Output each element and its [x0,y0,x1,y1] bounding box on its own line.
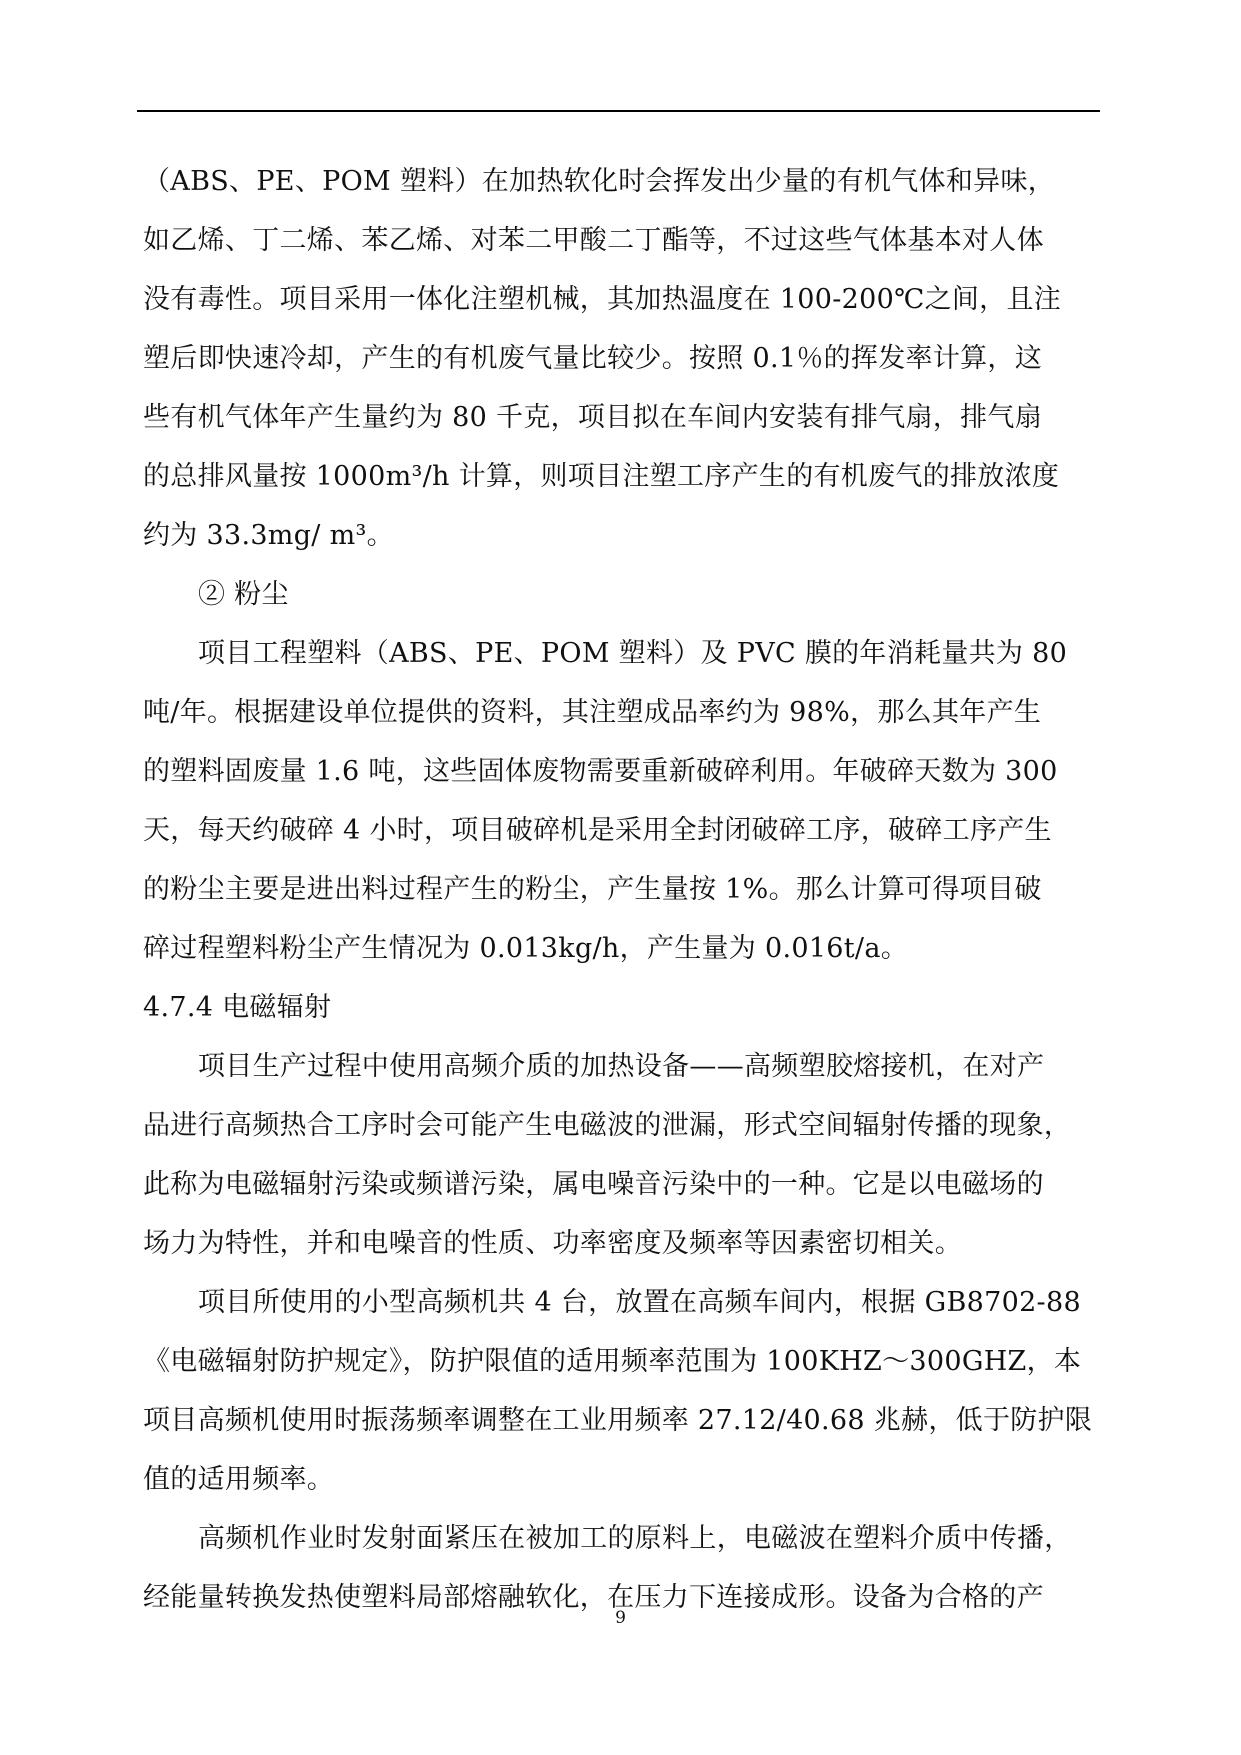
text-line: 吨/年。根据建设单位提供的资料，其注塑成品率约为 98%，那么其年产生 [143,697,1042,728]
text-line: 天，每天约破碎 4 小时，项目破碎机是采用全封闭破碎工序，破碎工序产生 [143,815,1052,846]
section-heading: 4.7.4 电磁辐射 [143,992,332,1023]
text-line: 此称为电磁辐射污染或频谱污染，属电噪音污染中的一种。它是以电磁场的 [143,1169,1044,1200]
text-line: 些有机气体年产生量约为 80 千克，项目拟在车间内安装有排气扇，排气扇 [143,402,1043,433]
paragraph-first-line: 高频机作业时发射面紧压在被加工的原料上，电磁波在塑料介质中传播， [198,1523,1072,1554]
text-line: 场力为特性，并和电噪音的性质、功率密度及频率等因素密切相关。 [143,1228,962,1259]
paragraph-first-line: 项目所使用的小型高频机共 4 台，放置在高频车间内，根据 GB8702-88 [198,1287,1081,1318]
list-item-heading: ② 粉尘 [198,579,289,610]
paragraph-first-line: 项目生产过程中使用高频介质的加热设备——高频塑胶熔接机，在对产 [198,1051,1045,1082]
text-line: 品进行高频热合工序时会可能产生电磁波的泄漏，形式空间辐射传播的现象， [143,1110,1072,1141]
text-line: 值的适用频率。 [143,1464,335,1495]
text-line: 碎过程塑料粉尘产生情况为 0.013kg/h，产生量为 0.016t/a。 [143,933,909,964]
text-line: 塑后即快速冷却，产生的有机废气量比较少。按照 0.1％的挥发率计算，这 [143,343,1043,374]
text-line: 经能量转换发热使塑料局部熔融软化，在压力下连接成形。设备为合格的产 [143,1582,1044,1613]
text-line: 约为 33.3mg/ m³。 [143,520,394,551]
text-line: 的塑料固废量 1.6 吨，这些固体废物需要重新破碎利用。年破碎天数为 300 [143,756,1058,787]
text-line: 没有毒性。项目采用一体化注塑机械，其加热温度在 100-200℃之间，且注 [143,284,1062,315]
paragraph-first-line: 项目工程塑料（ABS、PE、POM 塑料）及 PVC 膜的年消耗量共为 80 [198,638,1068,669]
page-number: 9 [615,1608,626,1628]
document-body [143,152,1100,1627]
header-rule [137,110,1100,112]
text-line: 如乙烯、丁二烯、苯乙烯、对苯二甲酸二丁酯等，不过这些气体基本对人体 [143,225,1044,256]
text-line: （ABS、PE、POM 塑料）在加热软化时会挥发出少量的有机气体和异味， [143,166,1056,197]
text-line: 的总排风量按 1000m³/h 计算，则项目注塑工序产生的有机废气的排放浓度 [143,461,1060,492]
text-line: 《电磁辐射防护规定》，防护限值的适用频率范围为 100KHZ～300GHZ，本 [143,1346,1082,1377]
text-line: 项目高频机使用时振荡频率调整在工业用频率 27.12/40.68 兆赫，低于防护限 [143,1405,1093,1436]
text-line: 的粉尘主要是进出料过程产生的粉尘，产生量按 1%。那么计算可得项目破 [143,874,1042,905]
